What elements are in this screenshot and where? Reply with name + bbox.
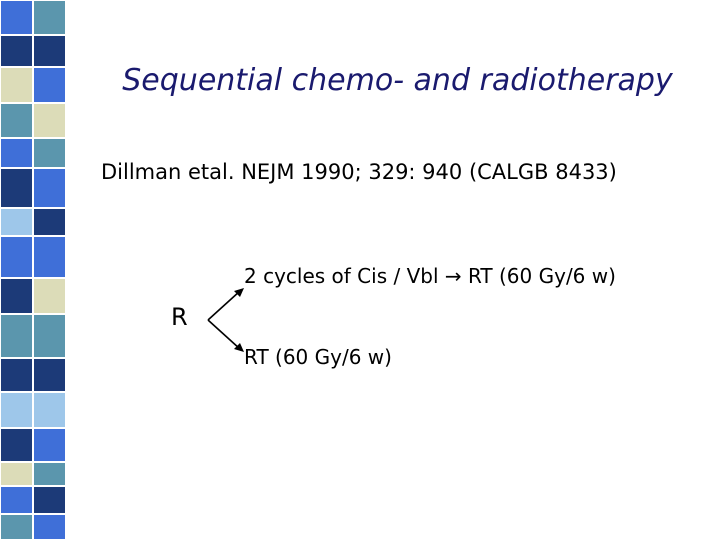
stripe-block bbox=[33, 462, 66, 486]
study-reference: Dillman etal. NEJM 1990; 329: 940 (CALGB 8433) bbox=[101, 160, 617, 184]
stripe-block bbox=[0, 486, 33, 514]
stripe-block bbox=[0, 358, 33, 392]
stripe-block bbox=[0, 428, 33, 462]
stripe-block bbox=[33, 138, 66, 168]
randomization-arrows bbox=[200, 285, 250, 355]
stripe-block bbox=[0, 103, 33, 138]
arm-sequential-label: 2 cycles of Cis / Vbl → RT (60 Gy/6 w) bbox=[244, 264, 616, 288]
stripe-block bbox=[33, 486, 66, 514]
stripe-block bbox=[0, 278, 33, 314]
stripe-block bbox=[33, 358, 66, 392]
stripe-block bbox=[0, 462, 33, 486]
randomization-label: R bbox=[171, 303, 188, 331]
arrow-lower bbox=[208, 320, 240, 349]
stripe-block bbox=[33, 103, 66, 138]
arrow-upper bbox=[208, 291, 240, 320]
stripe-block bbox=[0, 208, 33, 236]
stripe-block bbox=[33, 208, 66, 236]
stripe-block bbox=[33, 0, 66, 35]
stripe-block bbox=[0, 0, 33, 35]
stripe-block bbox=[33, 278, 66, 314]
stripe-block bbox=[0, 236, 33, 278]
stripe-block bbox=[0, 138, 33, 168]
slide-title: Sequential chemo- and radiotherapy bbox=[122, 63, 673, 98]
stripe-block bbox=[33, 314, 66, 358]
stripe-block bbox=[33, 168, 66, 208]
stripe-block bbox=[0, 392, 33, 428]
arm-rt-only-label: RT (60 Gy/6 w) bbox=[244, 345, 392, 369]
stripe-block bbox=[33, 428, 66, 462]
stripe-block bbox=[0, 168, 33, 208]
stripe-block bbox=[33, 392, 66, 428]
stripe-block bbox=[0, 514, 33, 540]
stripe-block bbox=[33, 236, 66, 278]
stripe-block bbox=[33, 514, 66, 540]
stripe-block bbox=[0, 314, 33, 358]
